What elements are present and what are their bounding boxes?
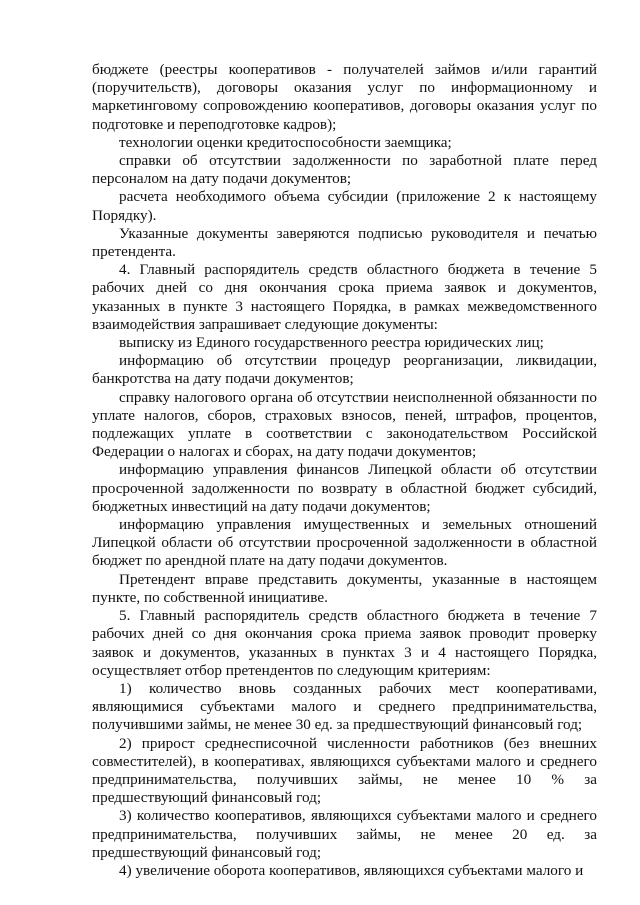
paragraph: справку налогового органа об отсутствии неисполненной обязанности по уплате налогов, сборов, страховых взносов, пеней, штрафов, процентов, подлежащих уплате в соответствии с законодательством Российской Федерации о налогах и сборах, на дату подачи документов;	[92, 388, 597, 461]
paragraph: справки об отсутствии задолженности по заработной плате перед персоналом на дату подачи документов;	[92, 152, 597, 188]
paragraph: бюджете (реестры кооперативов - получателей займов и/или гарантий (поручительств), договоры оказания услуг по информационному и маркетинговому сопровождению кооперативов, договоры оказания услуг по подготовке и переподготовке кадров);	[92, 61, 597, 133]
paragraph: информацию об отсутствии процедур реорганизации, ликвидации, банкротства на дату подачи документов;	[92, 352, 597, 388]
paragraph: информацию управления имущественных и земельных отношений Липецкой области об отсутствии просроченной задолженности в областной бюджет по арендной плате на дату подачи документов.	[92, 516, 597, 570]
document-body	[92, 61, 597, 880]
paragraph: расчета необходимого объема субсидии (приложение 2 к настоящему Порядку).	[92, 188, 597, 224]
paragraph: информацию управления финансов Липецкой области об отсутствии просроченной задолженности по возврату в областной бюджет субсидий, бюджетных инвестиций на дату подачи документов;	[92, 461, 597, 515]
paragraph: Претендент вправе представить документы, указанные в настоящем пункте, по собственной инициативе.	[92, 570, 597, 606]
paragraph: 1) количество вновь созданных рабочих мест кооперативами, являющимися субъектами малого и среднего предпринимательства, получившими займы, не менее 30 ед. за предшествующий финансовый год;	[92, 679, 597, 734]
paragraph: 3) количество кооперативов, являющихся субъектами малого и среднего предпринимательства, получивших займы, не менее 20 ед. за предшествующий финансовый год;	[92, 807, 597, 861]
paragraph: 2) прирост среднесписочной численности работников (без внешних совместителей), в кооперативах, являющихся субъектами малого и среднего предпринимательства, получивших займы, не менее 10 % за предшествующий финансовый год;	[92, 734, 597, 807]
paragraph: выписку из Единого государственного реестра юридических лиц;	[119, 334, 544, 352]
paragraph: 4. Главный распорядитель средств областного бюджета в течение 5 рабочих дней со дня окончания срока приема заявок и документов, указанных в пункте 3 настоящего Порядка, в рамках межведомственного взаимодействия запрашивает следующие документы:	[92, 261, 597, 333]
paragraph: 4) увеличение оборота кооперативов, являющихся субъектами малого и	[119, 861, 584, 879]
paragraph: 5. Главный распорядитель средств областного бюджета в течение 7 рабочих дней со дня окончания срока приема заявок проводит проверку заявок и документов, указанных в пунктах 3 и 4 настоящего Порядка, осуществляет отбор претендентов по следующим критериям:	[92, 607, 597, 679]
paragraph: технологии оценки кредитоспособности заемщика;	[119, 133, 452, 151]
paragraph: Указанные документы заверяются подписью руководителя и печатью претендента.	[92, 224, 597, 261]
